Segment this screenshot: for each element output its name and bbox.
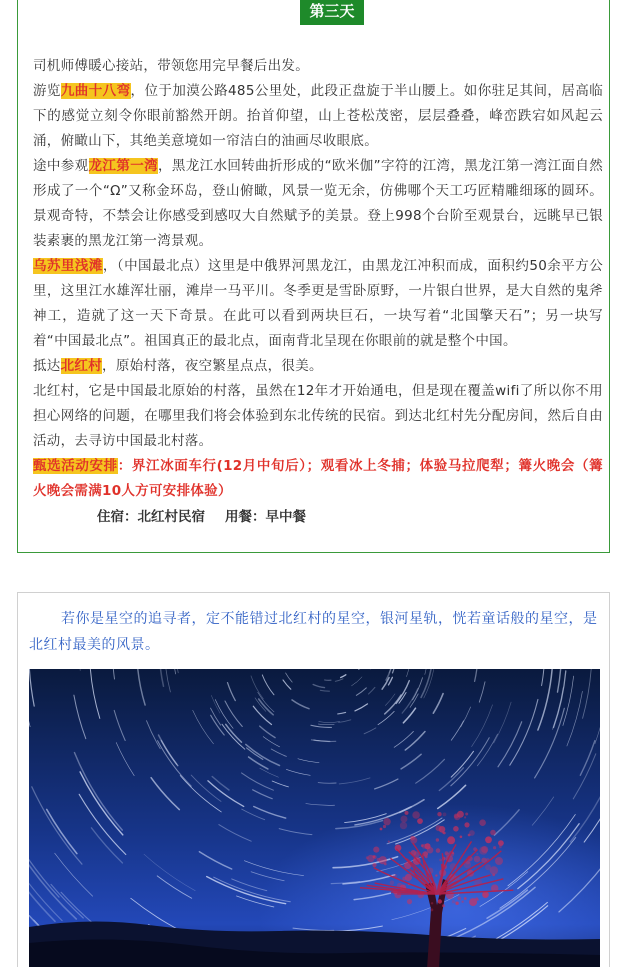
paragraph-text: ，黑龙江水回转曲折形成的“欧米伽”字符的江湾，黑龙江第一湾江面自然形成了一个“Ω”又称金环岛，登山俯瞰，风景一览无余，仿佛哪个天工巧匠精雕细琢的圆环。景观奇特，不禁会让你感受到感叹大自然赋予的美景。登上998个台阶至观景台，远眺早已银装素裹的黑龙江第一湾景观。: [33, 158, 604, 249]
highlight-activities: 甄选活动安排: [33, 458, 118, 474]
section-gap: [0, 555, 628, 593]
paragraph-text: 抵达: [33, 358, 61, 374]
paragraph-activities: [33, 454, 603, 504]
star-trail-photo: [29, 669, 600, 967]
paragraph-text: 游览: [33, 83, 61, 99]
paragraph-pickup: 司机师傅暖心接站，带领您用完早餐后出发。: [33, 58, 309, 74]
paragraph-longjiang: [33, 154, 603, 254]
paragraph-wusuli: [33, 254, 603, 354]
starry-section: [17, 592, 610, 967]
highlight-longjiang: 龙江第一湾: [88, 158, 158, 174]
colon: ：: [117, 458, 132, 474]
paragraph-text: ，位于加漠公路485公里处，此段正盘旋于半山腰上。如你驻足其间，居高临下的感觉立刻令你眼前豁然开朗。抬首仰望，山上苍松茂密，层层叠叠，峰峦跌宕如风起云涌，俯瞰山下，其绝美意境如一帘洁白的油画尽收眼底。: [33, 83, 603, 149]
lodging-label: 住宿：北红村民宿: [97, 509, 205, 525]
activities-list: 界江冰面车行(12月中旬后）；观看冰上冬捕；体验马拉爬犁；篝火晚会（篝火晚会需满10人方可安排体验）: [33, 458, 603, 499]
starry-intro: 若你是星空的追寻者，定不能错过北红村的星空，银河星轨，恍若童话般的星空，是北红村最美的风景。: [29, 611, 598, 653]
meals-label: 用餐：早中餐: [225, 509, 306, 525]
highlight-beihong: 北红村: [60, 358, 103, 374]
paragraph-text: 途中参观: [33, 158, 89, 174]
highlight-wusuli: 乌苏里浅滩: [33, 258, 103, 274]
highlight-jiuqu: 九曲十八弯: [60, 83, 131, 99]
paragraph-text: ，原始村落，夜空繁星点点，很美。: [102, 358, 323, 374]
stay-info: [33, 505, 603, 530]
paragraph-text: ，（中国最北点）这里是中俄界河黑龙江，由黑龙江冲积而成，面积约50余平方公里，这里江水雄浑壮丽，滩岸一马平川。冬季更是雪卧原野，一片银白世界，是大自然的鬼斧神工，造就了这一天下奇景。在此可以看到两块巨石，一块写着“北国擎天石”；另一块写着“中国最北点”。祖国真正的最北点，面南背北呈现在你眼前的就是整个中国。: [33, 258, 603, 349]
paragraph-arrive: [33, 354, 603, 379]
itinerary-content: [33, 54, 603, 530]
paragraph-jiuqu: [33, 79, 603, 154]
day-title-badge: 第三天: [300, 0, 364, 25]
paragraph-beihong: 北红村，它是中国最北原始的村落，虽然在12年才开始通电，但是现在覆盖wifi了所以你不用担心网络的问题，在哪里我们将会体验到东北传统的民宿。到达北红村先分配房间，然后自由活动，去寻访中国最北村落。: [33, 383, 603, 449]
star-trail-image: [29, 669, 600, 967]
